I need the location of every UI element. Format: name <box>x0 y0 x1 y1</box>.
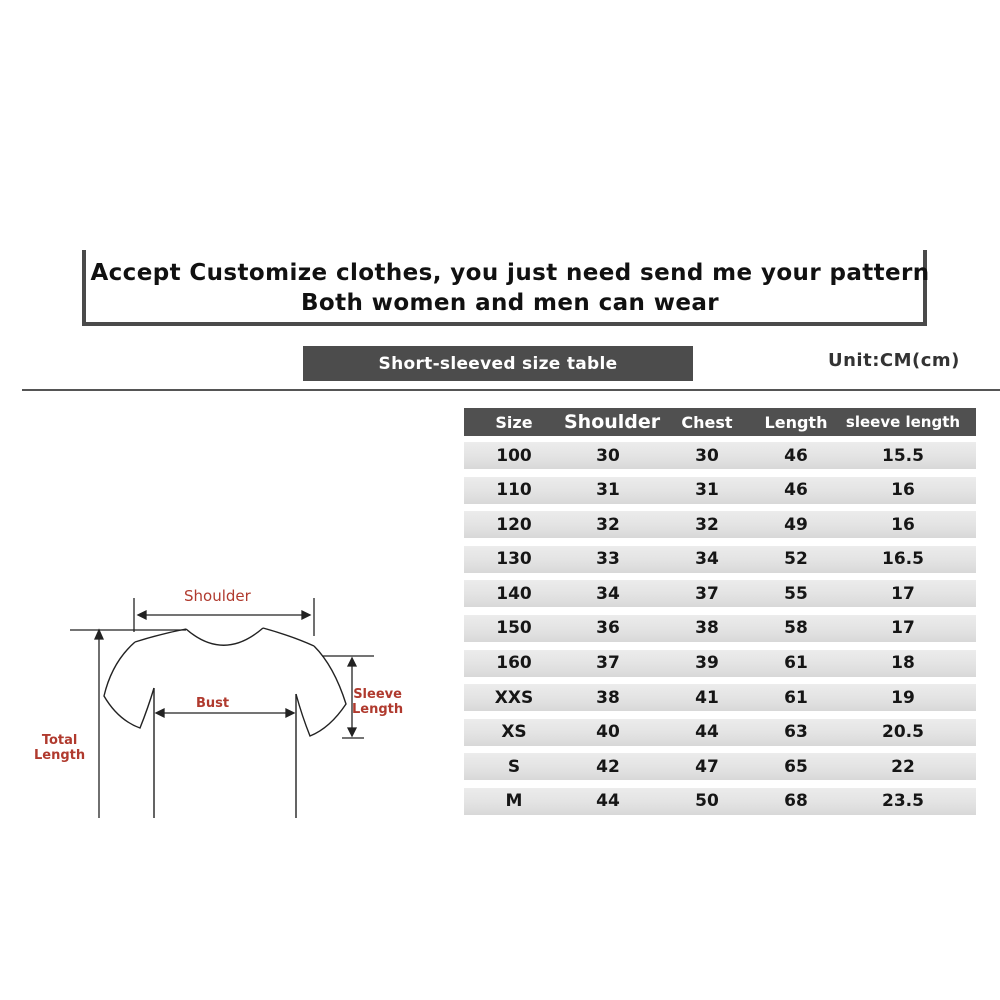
sleeve-label-line-1: Sleeve <box>353 687 402 702</box>
cell-shoulder: 36 <box>596 618 620 639</box>
table-row <box>464 788 976 815</box>
cell-shoulder: 37 <box>596 653 620 674</box>
table-row <box>464 442 976 469</box>
cell-size: 120 <box>496 514 532 535</box>
cell-shoulder: 40 <box>596 722 620 743</box>
cell-sleeve-length: 19 <box>891 687 915 708</box>
header-shoulder: Shoulder <box>564 411 661 433</box>
cell-chest: 31 <box>695 480 719 501</box>
cell-chest: 50 <box>695 791 719 812</box>
table-row <box>464 650 976 677</box>
cell-sleeve-length: 22 <box>891 756 915 777</box>
cell-sleeve-length: 18 <box>891 653 915 674</box>
cell-size: XS <box>501 722 527 743</box>
cell-size: 130 <box>496 549 532 570</box>
bust-label: Bust <box>196 696 230 711</box>
header-length: Length <box>764 412 828 432</box>
cell-size: XXS <box>494 687 534 708</box>
cell-shoulder: 44 <box>596 791 620 812</box>
cell-shoulder: 33 <box>596 549 620 570</box>
cell-shoulder: 34 <box>596 583 620 604</box>
cell-length: 63 <box>784 722 808 743</box>
table-row <box>464 546 976 573</box>
cell-length: 49 <box>784 514 808 535</box>
cell-chest: 30 <box>695 445 719 466</box>
cell-length: 46 <box>784 445 808 466</box>
cell-length: 55 <box>784 583 808 604</box>
cell-sleeve-length: 16 <box>891 480 915 501</box>
cell-size: 140 <box>496 583 532 604</box>
cell-sleeve-length: 20.5 <box>882 722 924 743</box>
cell-size: 160 <box>496 653 532 674</box>
cell-size: 150 <box>496 618 532 639</box>
sleeve-label-line-2: Length <box>352 702 404 717</box>
cell-length: 46 <box>784 480 808 501</box>
cell-length: 65 <box>784 756 808 777</box>
total-length-label <box>34 733 85 763</box>
cell-length: 58 <box>784 618 808 639</box>
shoulder-label: Shoulder <box>184 587 251 605</box>
table-row <box>464 684 976 711</box>
total-label-line-1: Total <box>41 733 78 748</box>
cell-chest: 32 <box>695 514 719 535</box>
tshirt-measurement-diagram <box>0 570 440 830</box>
header-chest: Chest <box>681 412 733 432</box>
cell-size: 110 <box>496 480 532 501</box>
cell-chest: 38 <box>695 618 719 639</box>
cell-size: M <box>505 791 523 812</box>
headline-line-2: Both women and men can wear <box>300 290 720 316</box>
cell-length: 52 <box>784 549 808 570</box>
unit-label: Unit:CM(cm) <box>828 350 960 371</box>
cell-shoulder: 31 <box>596 480 620 501</box>
cell-sleeve-length: 17 <box>891 583 915 604</box>
cell-shoulder: 30 <box>596 445 620 466</box>
sleeve-length-label <box>352 687 403 717</box>
headline-line-1: Accept Customize clothes, you just need send me your pattern <box>90 260 930 286</box>
cell-length: 61 <box>784 653 808 674</box>
cell-chest: 47 <box>695 756 719 777</box>
cell-sleeve-length: 17 <box>891 618 915 639</box>
cell-length: 68 <box>784 791 808 812</box>
total-label-line-2: Length <box>34 748 86 763</box>
cell-size: 100 <box>496 445 532 466</box>
table-row <box>464 580 976 607</box>
cell-shoulder: 32 <box>596 514 620 535</box>
header-size: Size <box>495 412 533 432</box>
cell-chest: 34 <box>695 549 719 570</box>
cell-chest: 41 <box>695 687 719 708</box>
cell-shoulder: 42 <box>596 756 620 777</box>
section-divider <box>22 389 1000 391</box>
table-row <box>464 753 976 780</box>
table-row <box>464 719 976 746</box>
table-row <box>464 615 976 642</box>
cell-chest: 37 <box>695 583 719 604</box>
size-table-title: Short-sleeved size table <box>303 346 693 381</box>
cell-sleeve-length: 23.5 <box>882 791 924 812</box>
table-body <box>464 442 976 815</box>
cell-length: 61 <box>784 687 808 708</box>
cell-chest: 44 <box>695 722 719 743</box>
size-table <box>464 408 976 823</box>
cell-shoulder: 38 <box>596 687 620 708</box>
cell-chest: 39 <box>695 653 719 674</box>
cell-sleeve-length: 16 <box>891 514 915 535</box>
header-sleeve-length: sleeve length <box>845 413 961 431</box>
table-header-row <box>464 408 976 436</box>
table-row <box>464 511 976 538</box>
table-row <box>464 477 976 504</box>
cell-sleeve-length: 15.5 <box>882 445 924 466</box>
cell-size: S <box>507 756 521 777</box>
cell-sleeve-length: 16.5 <box>882 549 924 570</box>
